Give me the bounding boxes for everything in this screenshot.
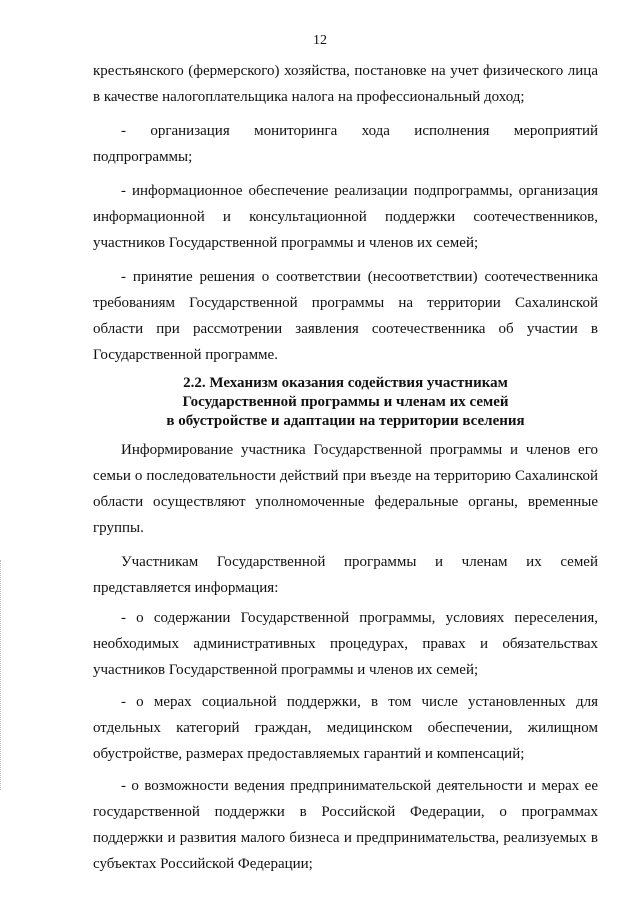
- paragraph-business: [93, 773, 598, 877]
- heading-line: Государственной программы и членам их семей: [182, 394, 509, 410]
- text-line: необходимых административных процедурах, правах и обязательствах: [93, 636, 598, 652]
- paragraph-social-support: [93, 689, 598, 767]
- text-line: государственной поддержки в Российской Федерации, о программах: [93, 804, 598, 820]
- text-line: участников Государственной программы и членов их семей;: [93, 662, 479, 678]
- paragraph-decision: [93, 264, 598, 368]
- text-line: участников Государственной программы и членов их семей;: [93, 235, 479, 251]
- text-line: информационной и консультационной поддержки соотечественников,: [93, 209, 598, 225]
- text-line: - организация мониторинга хода исполнения мероприятий: [121, 123, 598, 139]
- text-line: Государственной программе.: [93, 347, 278, 363]
- text-line: отдельных категорий граждан, медицинском обеспечении, жилищном: [93, 720, 598, 736]
- text-line: области при рассмотрении заявления соотечественника об участии в: [93, 321, 598, 337]
- text-line: - информационное обеспечение реализации подпрограммы, организация: [121, 183, 598, 199]
- text-line: - о содержании Государственной программы, условиях переселения,: [121, 610, 598, 626]
- text-line: подпрограммы;: [93, 149, 193, 165]
- heading-line: 2.2. Механизм оказания содействия участникам: [183, 375, 508, 391]
- scan-edge-mark: [0, 560, 4, 790]
- text-line: - о возможности ведения предпринимательской деятельности и мерах ее: [121, 778, 598, 794]
- text-line: обустройстве, размерах предоставляемых гарантий и компенсаций;: [93, 746, 525, 762]
- text-line: крестьянского (фермерского) хозяйства, постановке на учет физического лица: [93, 63, 598, 79]
- paragraph-program-content: [93, 605, 598, 683]
- text-line: Участникам Государственной программы и членам их семей: [121, 554, 598, 570]
- text-line: Информирование участника Государственной программы и членов его: [121, 442, 598, 458]
- text-line: требованиям Государственной программы на территории Сахалинской: [93, 295, 598, 311]
- text-line: в качестве налогоплательщика налога на профессиональный доход;: [93, 89, 525, 105]
- text-line: - о мерах социальной поддержки, в том числе установленных для: [121, 694, 598, 710]
- paragraph-participants: [93, 549, 598, 601]
- text-line: субъектах Российской Федерации;: [93, 856, 313, 872]
- page-number: 12: [313, 33, 327, 48]
- text-line: - принятие решения о соответствии (несоответствии) соотечественника: [121, 269, 598, 285]
- document-body: [93, 58, 598, 877]
- text-line: представляется информация:: [93, 580, 279, 596]
- paragraph-info-support: [93, 178, 598, 256]
- text-line: области осуществляют уполномоченные федеральные органы, временные: [93, 494, 598, 510]
- paragraph-monitoring: [93, 118, 598, 170]
- heading-line: в обустройстве и адаптации на территории вселения: [166, 413, 525, 429]
- paragraph-informing: [93, 437, 598, 541]
- text-line: поддержки и развития малого бизнеса и предпринимательства, реализуемых в: [93, 830, 598, 846]
- section-heading: [93, 374, 598, 431]
- text-line: семьи о последовательности действий при въезде на территорию Сахалинской: [93, 468, 598, 484]
- text-line: группы.: [93, 520, 144, 536]
- paragraph-continuation: [93, 58, 598, 110]
